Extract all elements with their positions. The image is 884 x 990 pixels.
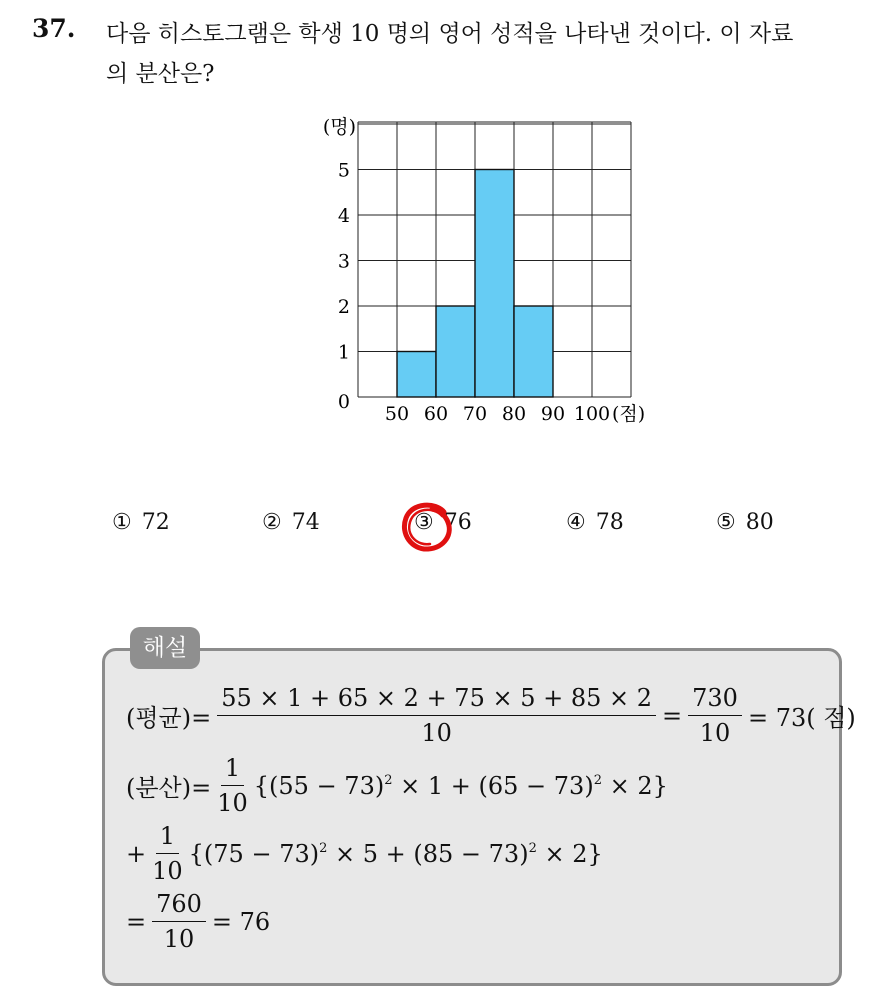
choice-3-value: 76 bbox=[443, 510, 472, 535]
mean-fraction bbox=[217, 684, 656, 747]
question-text bbox=[106, 14, 876, 94]
x-tick-label: 50 bbox=[384, 403, 410, 425]
choice-5-mark: ⑤ bbox=[716, 510, 736, 535]
variance-result-line bbox=[126, 890, 270, 953]
y-tick-label: 5 bbox=[337, 159, 350, 182]
choice-2[interactable] bbox=[262, 510, 320, 535]
answer-highlight-circle bbox=[400, 500, 456, 554]
question-text-line1: 다음 히스토그램은 학생 10 명의 영어 성적을 나타낸 것이다. 이 자료 bbox=[106, 21, 794, 47]
y-axis-label: (명) bbox=[322, 116, 356, 138]
histogram-bar-80-90 bbox=[514, 306, 553, 397]
x-axis-label: (점) bbox=[612, 403, 646, 425]
x-tick-label: 90 bbox=[540, 403, 566, 425]
histogram-bar-50-60 bbox=[397, 352, 436, 398]
chart-bars bbox=[397, 170, 553, 398]
choice-2-value: 74 bbox=[291, 510, 320, 535]
y-tick-label: 3 bbox=[337, 250, 350, 273]
choice-5[interactable] bbox=[716, 510, 774, 535]
choice-4[interactable] bbox=[566, 510, 624, 535]
variance-line-2 bbox=[126, 822, 603, 885]
final-numerator: 760 bbox=[152, 890, 206, 922]
histogram-bar-60-70 bbox=[436, 306, 475, 397]
one-tenth-fraction-2 bbox=[152, 822, 183, 885]
one-tenth-denominator: 10 bbox=[217, 789, 248, 817]
question-text-line2: 의 분산은? bbox=[106, 61, 215, 87]
final-equals: = bbox=[126, 907, 147, 936]
final-fraction bbox=[152, 890, 206, 953]
choice-2-mark: ② bbox=[262, 510, 282, 535]
y-tick-label: 1 bbox=[337, 341, 350, 364]
variance-line-1 bbox=[126, 754, 668, 817]
variance-term-1: $\{(55 - 73)^2 \times 1 + (65 - 73)^2 \times 2\}$ bbox=[253, 771, 668, 800]
origin-label: 0 bbox=[337, 391, 350, 413]
answer-choices bbox=[0, 510, 884, 550]
y-tick-label: 4 bbox=[337, 205, 350, 227]
y-tick-label: 2 bbox=[337, 296, 350, 318]
final-result: = 76 bbox=[211, 907, 271, 936]
one-tenth-fraction bbox=[217, 754, 248, 817]
choice-4-value: 78 bbox=[595, 510, 624, 535]
choice-5-value: 80 bbox=[745, 510, 774, 535]
final-denominator: 10 bbox=[163, 925, 195, 953]
mean-label: (평균)= bbox=[126, 704, 212, 732]
mean-numerator: 55 × 1 + 65 × 2 + 75 × 5 + 85 × 2 bbox=[217, 684, 656, 716]
variance-term-2: $\{(75 - 73)^2 \times 5 + (85 - 73)^2 \times 2\}$ bbox=[188, 839, 603, 868]
one-tenth-numerator: 1 bbox=[221, 754, 244, 786]
variance-label: (분산)= bbox=[126, 774, 212, 802]
one-tenth-numerator-2: 1 bbox=[156, 822, 179, 854]
choice-3-mark: ③ bbox=[414, 510, 434, 535]
mean-equation bbox=[126, 684, 856, 747]
x-tick-label: 60 bbox=[423, 403, 449, 425]
choice-1-value: 72 bbox=[141, 510, 170, 535]
histogram-chart bbox=[300, 108, 670, 438]
mean-result: = 73( 점) bbox=[747, 704, 856, 732]
mean-denominator: 10 bbox=[421, 719, 452, 747]
x-tick-label: 100 bbox=[573, 403, 611, 425]
plus-sign: + bbox=[126, 839, 147, 868]
mean-fraction-2 bbox=[688, 684, 742, 747]
x-tick-label: 70 bbox=[462, 403, 488, 425]
mean-denominator-2: 10 bbox=[699, 719, 731, 747]
solution-tag: 해설 bbox=[130, 627, 200, 669]
question-number: 37. bbox=[32, 14, 76, 43]
histogram-bar-70-80 bbox=[475, 170, 514, 398]
choice-4-mark: ④ bbox=[566, 510, 586, 535]
mean-numerator-2: 730 bbox=[688, 684, 742, 716]
mean-equals: = bbox=[662, 701, 683, 730]
x-tick-label: 80 bbox=[501, 403, 527, 425]
choice-1-mark: ① bbox=[112, 510, 132, 535]
one-tenth-denominator-2: 10 bbox=[152, 857, 183, 885]
choice-1[interactable] bbox=[112, 510, 170, 535]
